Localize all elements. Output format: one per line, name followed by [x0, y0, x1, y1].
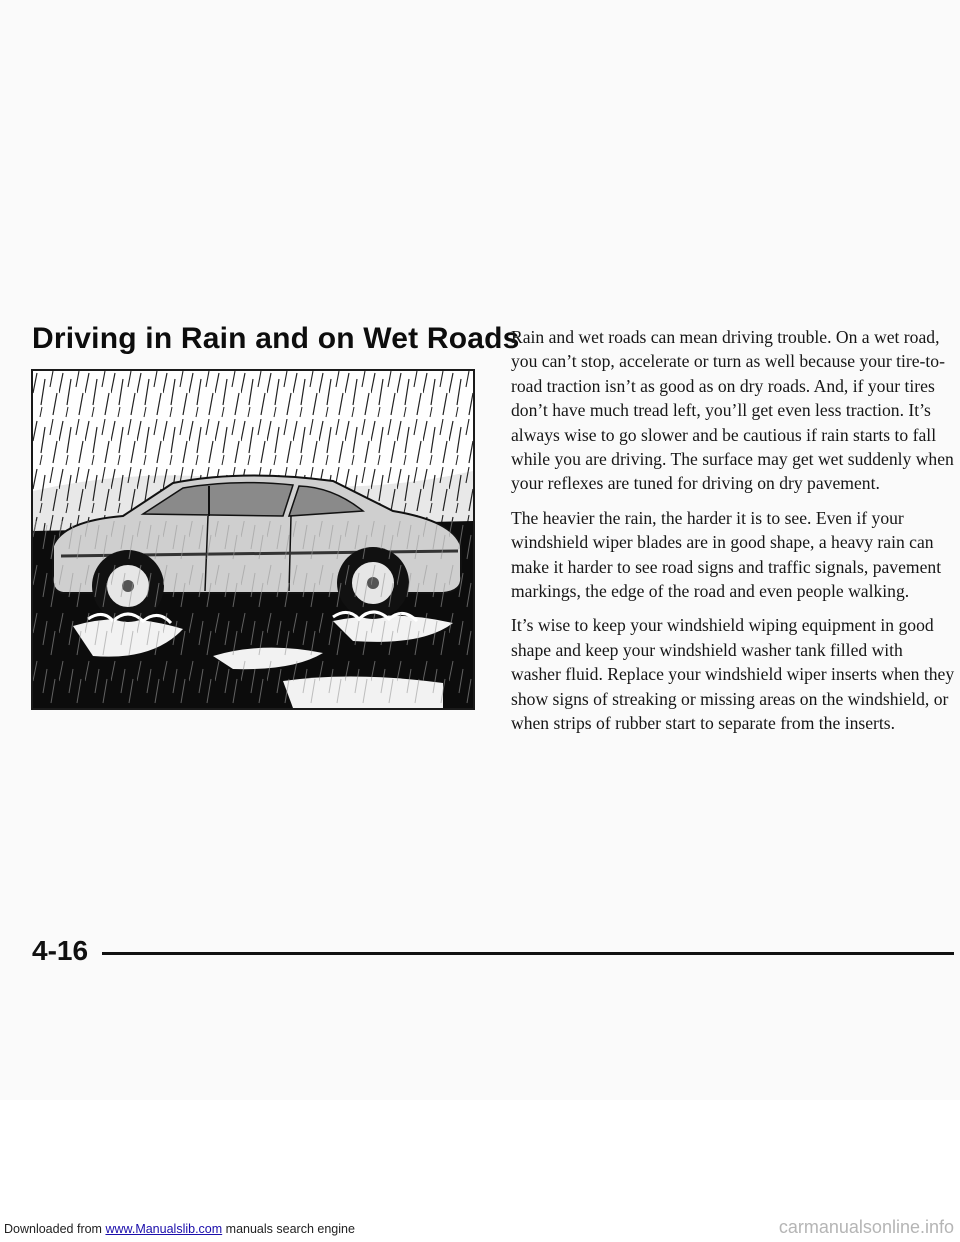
footer-rule	[102, 952, 954, 955]
body-text	[511, 325, 956, 746]
download-prefix: Downloaded from	[4, 1222, 102, 1236]
page-number: 4-16	[32, 935, 89, 966]
paragraph-heavy-rain: The heavier the rain, the harder it is to see. Even if your windshield wiper blades are in good shape, a heavy rain can make it harder to see road signs and traffic signals, pavement markings, the edge of the road and even people walking.	[511, 507, 942, 602]
paragraph-wet-roads: Rain and wet roads can mean driving trouble. On a wet road, you can’t stop, accelerate or turn as well because your tire-to-road traction isn’t as good as on dry roads. And, if your tires don’t have much tread left, you’ll get even less traction. It’s always wise to go slower and be cautious if rain starts to fall while you are driving. The surface may get wet suddenly when your reflexes are tuned for driving on dry pavement.	[511, 327, 954, 494]
car-in-rain-illustration	[31, 369, 475, 710]
download-suffix: manuals search engine	[225, 1222, 355, 1236]
watermark: carmanualsonline.info	[778, 1217, 954, 1237]
section-title: Driving in Rain and on Wet Roads	[32, 322, 520, 355]
download-note	[4, 1222, 355, 1236]
paragraph-wiper-maintenance: It’s wise to keep your windshield wiping equipment in good shape and keep your windshield washer tank filled with washer fluid. Replace your windshield wiper inserts when they show signs of streaking or missing areas on the windshield, or when strips of rubber start to separate from the inserts.	[511, 615, 955, 734]
manualslib-link[interactable]: www.Manualslib.com	[105, 1222, 223, 1236]
